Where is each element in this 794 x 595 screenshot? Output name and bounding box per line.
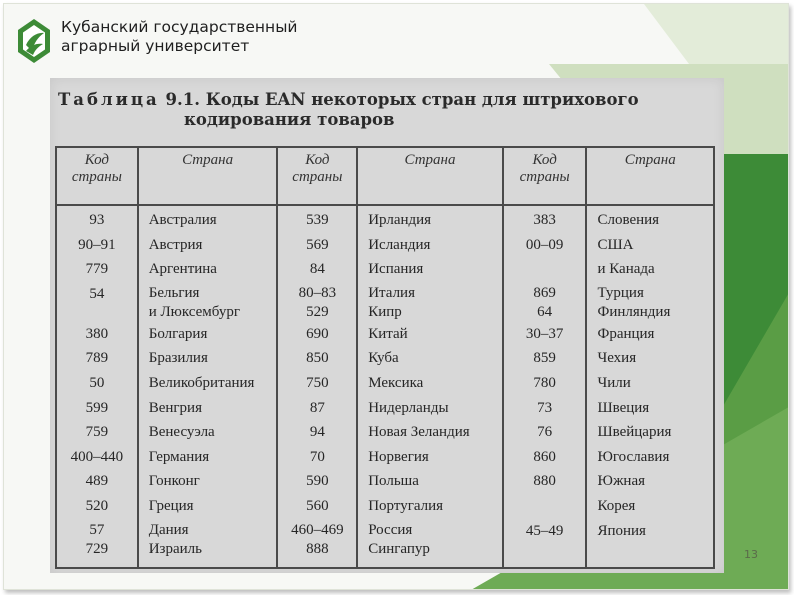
country-name-cell: Гонконг xyxy=(138,469,278,494)
scanned-table-image xyxy=(50,78,724,573)
country-code-cell: 90–91 xyxy=(56,233,138,258)
country-name-cell: и Канада xyxy=(586,257,714,282)
country-name-cell: Япония xyxy=(586,519,714,568)
country-code-cell: 87 xyxy=(277,396,357,421)
country-code-cell: 93 xyxy=(56,205,138,233)
country-name-cell: Нидерланды xyxy=(357,396,503,421)
country-code-cell: 780 xyxy=(503,371,587,396)
country-code-cell: 869 64 xyxy=(503,282,587,322)
country-code-cell: 94 xyxy=(277,420,357,445)
country-code-cell: 84 xyxy=(277,257,357,282)
page-number: 13 xyxy=(744,548,758,561)
header-code: Код страны xyxy=(503,147,587,205)
country-name-cell: США xyxy=(586,233,714,258)
country-code-cell: 460–469 888 xyxy=(277,519,357,568)
country-name-cell: Турция Финляндия xyxy=(586,282,714,322)
header-code: Код страны xyxy=(277,147,357,205)
country-code-cell: 00–09 xyxy=(503,233,587,258)
table-caption-line2: кодирования товаров xyxy=(184,110,395,129)
country-name-cell: Испания xyxy=(357,257,503,282)
country-code-cell: 750 xyxy=(277,371,357,396)
table-row xyxy=(56,396,714,421)
table-row xyxy=(56,469,714,494)
country-name-cell: Норвегия xyxy=(357,445,503,470)
country-name-cell: Куба xyxy=(357,346,503,371)
country-code-cell: 489 xyxy=(56,469,138,494)
country-code-cell: 80–83 529 xyxy=(277,282,357,322)
header-country: Страна xyxy=(586,147,714,205)
country-name-cell: Греция xyxy=(138,494,278,519)
country-name-cell: Россия Сингапур xyxy=(357,519,503,568)
table-header-row xyxy=(56,147,714,205)
table-row xyxy=(56,233,714,258)
country-code-cell: 759 xyxy=(56,420,138,445)
header-code: Код страны xyxy=(56,147,138,205)
country-name-cell: Чехия xyxy=(586,346,714,371)
country-code-cell: 690 xyxy=(277,322,357,347)
table-row xyxy=(56,494,714,519)
country-name-cell: Ирландия xyxy=(357,205,503,233)
ean-codes-table xyxy=(55,146,715,569)
country-code-cell: 57 729 xyxy=(56,519,138,568)
header-country: Страна xyxy=(138,147,278,205)
country-name-cell: Южная xyxy=(586,469,714,494)
country-code-cell: 70 xyxy=(277,445,357,470)
country-code-cell: 45–49 xyxy=(503,519,587,568)
country-name-cell: Бельгия и Люксембург xyxy=(138,282,278,322)
university-name-line2: аграрный университет xyxy=(61,37,250,55)
table-caption-number: 9.1. xyxy=(165,90,200,109)
table-caption xyxy=(58,90,639,110)
country-name-cell: Новая Зеландия xyxy=(357,420,503,445)
table-row xyxy=(56,346,714,371)
country-code-cell: 599 xyxy=(56,396,138,421)
country-name-cell: Дания Израиль xyxy=(138,519,278,568)
country-name-cell: Португалия xyxy=(357,494,503,519)
country-name-cell: Венгрия xyxy=(138,396,278,421)
country-code-cell: 779 xyxy=(56,257,138,282)
country-name-cell: Китай xyxy=(357,322,503,347)
country-name-cell: Югославия xyxy=(586,445,714,470)
country-name-cell: Австралия xyxy=(138,205,278,233)
table-caption-text: Коды EAN некоторых стран для штрихового xyxy=(205,90,639,109)
country-code-cell: 560 xyxy=(277,494,357,519)
country-name-cell: Италия Кипр xyxy=(357,282,503,322)
country-name-cell: Великобритания xyxy=(138,371,278,396)
table-row xyxy=(56,205,714,233)
country-name-cell: Германия xyxy=(138,445,278,470)
country-name-cell: Аргентина xyxy=(138,257,278,282)
country-code-cell: 880 xyxy=(503,469,587,494)
table-row xyxy=(56,420,714,445)
table-row xyxy=(56,322,714,347)
country-code-cell: 73 xyxy=(503,396,587,421)
university-name-line1: Кубанский государственный xyxy=(61,18,298,36)
slide xyxy=(3,3,789,590)
country-name-cell: Австрия xyxy=(138,233,278,258)
country-code-cell: 400–440 xyxy=(56,445,138,470)
table-row xyxy=(56,519,714,568)
country-code-cell: 859 xyxy=(503,346,587,371)
table-row xyxy=(56,445,714,470)
country-code-cell: 520 xyxy=(56,494,138,519)
header-country: Страна xyxy=(357,147,503,205)
country-name-cell: Швеция xyxy=(586,396,714,421)
country-code-cell: 850 xyxy=(277,346,357,371)
country-name-cell: Чили xyxy=(586,371,714,396)
university-name xyxy=(61,18,298,56)
country-code-cell: 76 xyxy=(503,420,587,445)
country-name-cell: Бразилия xyxy=(138,346,278,371)
university-logo-icon xyxy=(16,18,52,64)
country-name-cell: Швейцария xyxy=(586,420,714,445)
table-caption-label: Таблица xyxy=(58,90,160,109)
country-code-cell: 569 xyxy=(277,233,357,258)
country-name-cell: Мексика xyxy=(357,371,503,396)
table-row xyxy=(56,282,714,322)
country-name-cell: Словения xyxy=(586,205,714,233)
table-row xyxy=(56,257,714,282)
table-row xyxy=(56,371,714,396)
country-code-cell: 539 xyxy=(277,205,357,233)
country-code-cell: 50 xyxy=(56,371,138,396)
country-code-cell: 789 xyxy=(56,346,138,371)
country-code-cell: 590 xyxy=(277,469,357,494)
country-name-cell: Исландия xyxy=(357,233,503,258)
country-name-cell: Болгария xyxy=(138,322,278,347)
country-code-cell: 380 xyxy=(56,322,138,347)
country-code-cell xyxy=(503,494,587,519)
country-name-cell: Польша xyxy=(357,469,503,494)
country-code-cell xyxy=(503,257,587,282)
country-code-cell: 860 xyxy=(503,445,587,470)
country-code-cell: 54 xyxy=(56,282,138,322)
country-code-cell: 30–37 xyxy=(503,322,587,347)
country-name-cell: Корея xyxy=(586,494,714,519)
country-name-cell: Франция xyxy=(586,322,714,347)
table-body xyxy=(56,205,714,568)
country-code-cell: 383 xyxy=(503,205,587,233)
country-name-cell: Венесуэла xyxy=(138,420,278,445)
